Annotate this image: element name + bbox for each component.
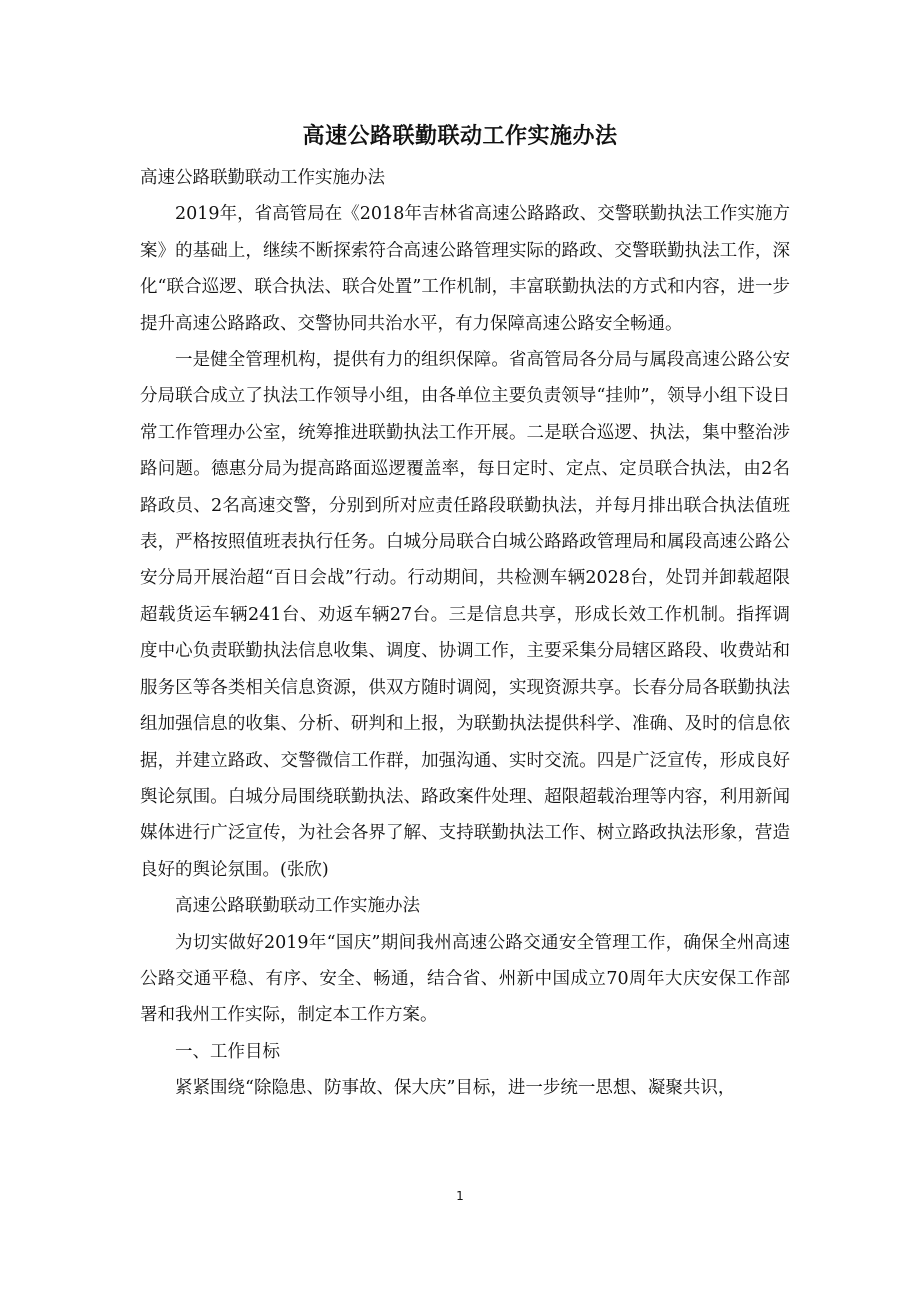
document-title: 高速公路联勤联动工作实施办法: [302, 123, 618, 149]
goal-heading: 一、工作目标: [175, 1041, 280, 1062]
measures-paragraph: 一是健全管理机构，提供有力的组织保障。省高管局各分局与属段高速公路公安分局联合成立了执法工作领导小组，由各单位主要负责领导“挂帅”，领导小组下设日常工作管理办公室，统筹推进联勤执法工作开展。二是联合巡逻、执法，集中整治涉路问题。德惠分局为提高路面巡逻覆盖率，每日定时、定点、定员联合执法，由2名路政员、2名高速交警，分别到所对应责任路段联勤执法，并每月排出联合执法值班表，严格按照值班表执行任务。白城分局联合白城公路路政管理局和属段高速公路公安分局开展治超“百日会战”行动。行动期间，共检测车辆2028台，处罚并卸载超限超载货运车辆241台、劝返车辆27台。三是信息共享，形成长效工作机制。指挥调度中心负责联勤执法信息收集、调度、协调工作，主要采集分局辖区路段、收费站和服务区等各类相关信息资源，供双方随时调阅，实现资源共享。长春分局各联勤执法组加强信息的收集、分析、研判和上报，为联勤执法提供科学、准确、及时的信息依据，并建立路政、交警微信工作群，加强沟通、实时交流。四是广泛宣传，形成良好舆论氛围。白城分局围绕联勤执法、路政案件处理、超限超载治理等内容，利用新闻媒体进行广泛宣传，为社会各界了解、支持联勤执法工作、树立路政执法形象，营造良好的舆论氛围。(张欣): [140, 350, 790, 880]
document-body: [140, 160, 790, 1107]
subtitle-paragraph: 高速公路联勤联动工作实施办法: [140, 168, 385, 188]
section-heading-paragraph: 高速公路联勤联动工作实施办法: [175, 896, 420, 917]
intro-paragraph: 2019年，省高管局在《2018年吉林省高速公路路政、交警联勤执法工作实施方案》的基础上，继续不断探索符合高速公路管理实际的路政、交警联勤执法工作，深化“联合巡逻、联合执法、联合处置”工作机制，丰富联勤执法的方式和内容，进一步提升高速公路路政、交警协同共治水平，有力保障高速公路安全畅通。: [140, 204, 790, 334]
goal-paragraph: 紧紧围绕“除隐患、防事故、保大庆”目标，进一步统一思想、凝聚共识，: [175, 1078, 736, 1099]
page-number: 1: [456, 1189, 464, 1203]
plan-intro-paragraph: 为切实做好2019年“国庆”期间我州高速公路交通安全管理工作，确保全州高速公路交通平稳、有序、安全、畅通，结合省、州新中国成立70周年大庆安保工作部署和我州工作实际，制定本工作方案。: [140, 932, 790, 1026]
